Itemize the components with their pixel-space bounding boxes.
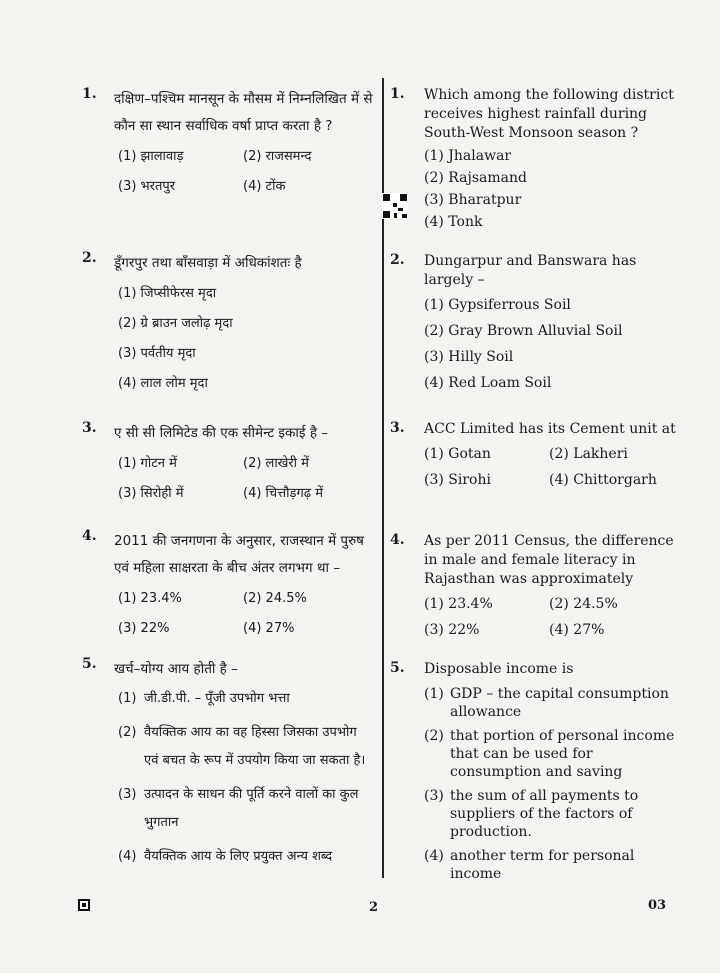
option-4: (4) चित्तौड़गढ़ में	[243, 486, 324, 501]
question-text: ए सी सी लिमिटेड की एक सीमेन्ट इकाई है –	[114, 425, 329, 441]
option-1: (1) 23.4%	[118, 591, 182, 606]
option-2: (2) ग्रे ब्राउन जलोढ़ मृदा	[118, 316, 233, 331]
option-3: (3) भरतपुर	[118, 179, 176, 194]
option-3: (3) Hilly Soil	[424, 349, 514, 365]
question-3-hindi	[82, 420, 374, 509]
question-text: Disposable income is	[424, 661, 574, 677]
option-3: (3) 22%	[424, 622, 480, 638]
option-2: (2) राजसमन्द	[243, 149, 312, 164]
option-4: (4) Chittorgarh	[549, 472, 657, 488]
option-2: (2) Rajsamand	[424, 170, 527, 186]
option-2: (2) 24.5%	[549, 596, 618, 612]
question-number: 4.	[82, 528, 97, 544]
question-3-english	[388, 420, 684, 493]
option-3: (3) सिरोही में	[118, 486, 184, 501]
option-3: (3) Sirohi	[424, 472, 491, 488]
question-text: As per 2011 Census, the difference in male and female literacy in Rajasthan was approximately	[424, 533, 674, 587]
option-4: (4) Tonk	[424, 214, 483, 230]
page-code: 03	[648, 898, 667, 913]
option-3: (3) the sum of all payments to suppliers of the factors of production.	[424, 788, 639, 840]
question-text: Which among the following district receives highest rainfall during South-West Monsoon season ?	[424, 87, 674, 141]
question-text: दक्षिण–पश्चिम मानसून के मौसम में निम्नलिखित में से कौन सा स्थान सर्वाधिक वर्षा प्राप्त करता है ?	[114, 91, 373, 134]
question-number: 1.	[82, 86, 97, 102]
option-1: (1) गोटन में	[118, 456, 177, 471]
question-2-english	[388, 252, 684, 396]
option-1: (1) जिप्सीफेरस मृदा	[118, 286, 217, 301]
question-number: 3.	[82, 420, 97, 436]
option-2: (2) Lakheri	[549, 446, 628, 462]
option-4: (4) 27%	[549, 622, 605, 638]
option-4: (4) 27%	[243, 621, 295, 636]
question-4-english	[388, 532, 684, 643]
question-text: डूँगरपुर तथा बाँसवाड़ा में अधिकांशतः है	[114, 255, 302, 271]
question-number: 2.	[82, 250, 97, 266]
option-2: (2) Gray Brown Alluvial Soil	[424, 323, 623, 339]
question-2-hindi	[82, 250, 374, 399]
option-4: (4) टोंक	[243, 179, 286, 194]
question-5-hindi	[82, 656, 374, 877]
question-1-hindi	[82, 86, 374, 202]
question-4-hindi	[82, 528, 374, 644]
option-4: (4) लाल लोम मृदा	[118, 376, 208, 391]
question-number: 5.	[390, 660, 405, 676]
option-1: (1) झालावाड़	[118, 149, 184, 164]
question-text: 2011 की जनगणना के अनुसार, राजस्थान में पुरुष एवं महिला साक्षरता के बीच अंतर लगभग था –	[114, 533, 364, 576]
option-1: (1) जी.डी.पी. – पूँजी उपभोग भत्ता	[118, 691, 290, 706]
option-2: (2) 24.5%	[243, 591, 307, 606]
corner-square-icon	[78, 899, 90, 911]
question-5-english	[388, 660, 684, 889]
question-number: 2.	[390, 252, 405, 268]
option-1: (1) GDP – the capital consumption allowance	[424, 686, 669, 720]
option-3: (3) उत्पादन के साधन की पूर्ति करने वालों का कुल भुगतान	[118, 787, 359, 830]
option-2: (2) लाखेरी में	[243, 456, 309, 471]
page-number: 2	[369, 900, 379, 915]
option-2: (2) that portion of personal income that can be used for consumption and saving	[424, 728, 675, 780]
question-text: Dungarpur and Banswara has largely –	[424, 253, 637, 288]
question-text: ACC Limited has its Cement unit at	[424, 421, 676, 437]
option-1: (1) Gypsiferrous Soil	[424, 297, 571, 313]
option-3: (3) पर्वतीय मृदा	[118, 346, 196, 361]
question-number: 1.	[390, 86, 405, 102]
option-2: (2) वैयक्तिक आय का वह हिस्सा जिसका उपभोग एवं बचत के रूप में उपयोग किया जा सकता है।	[118, 725, 366, 768]
option-4: (4) Red Loam Soil	[424, 375, 552, 391]
question-1-english	[388, 86, 684, 233]
question-number: 5.	[82, 656, 97, 672]
question-text: खर्च–योग्य आय होती है –	[114, 661, 238, 677]
option-4: (4) another term for personal income	[424, 848, 635, 882]
option-1: (1) Gotan	[424, 446, 491, 462]
question-number: 3.	[390, 420, 405, 436]
option-3: (3) 22%	[118, 621, 170, 636]
option-4: (4) वैयक्तिक आय के लिए प्रयुक्त अन्य शब्द	[118, 849, 333, 864]
option-1: (1) Jhalawar	[424, 148, 512, 164]
option-3: (3) Bharatpur	[424, 192, 522, 208]
option-1: (1) 23.4%	[424, 596, 493, 612]
question-number: 4.	[390, 532, 405, 548]
